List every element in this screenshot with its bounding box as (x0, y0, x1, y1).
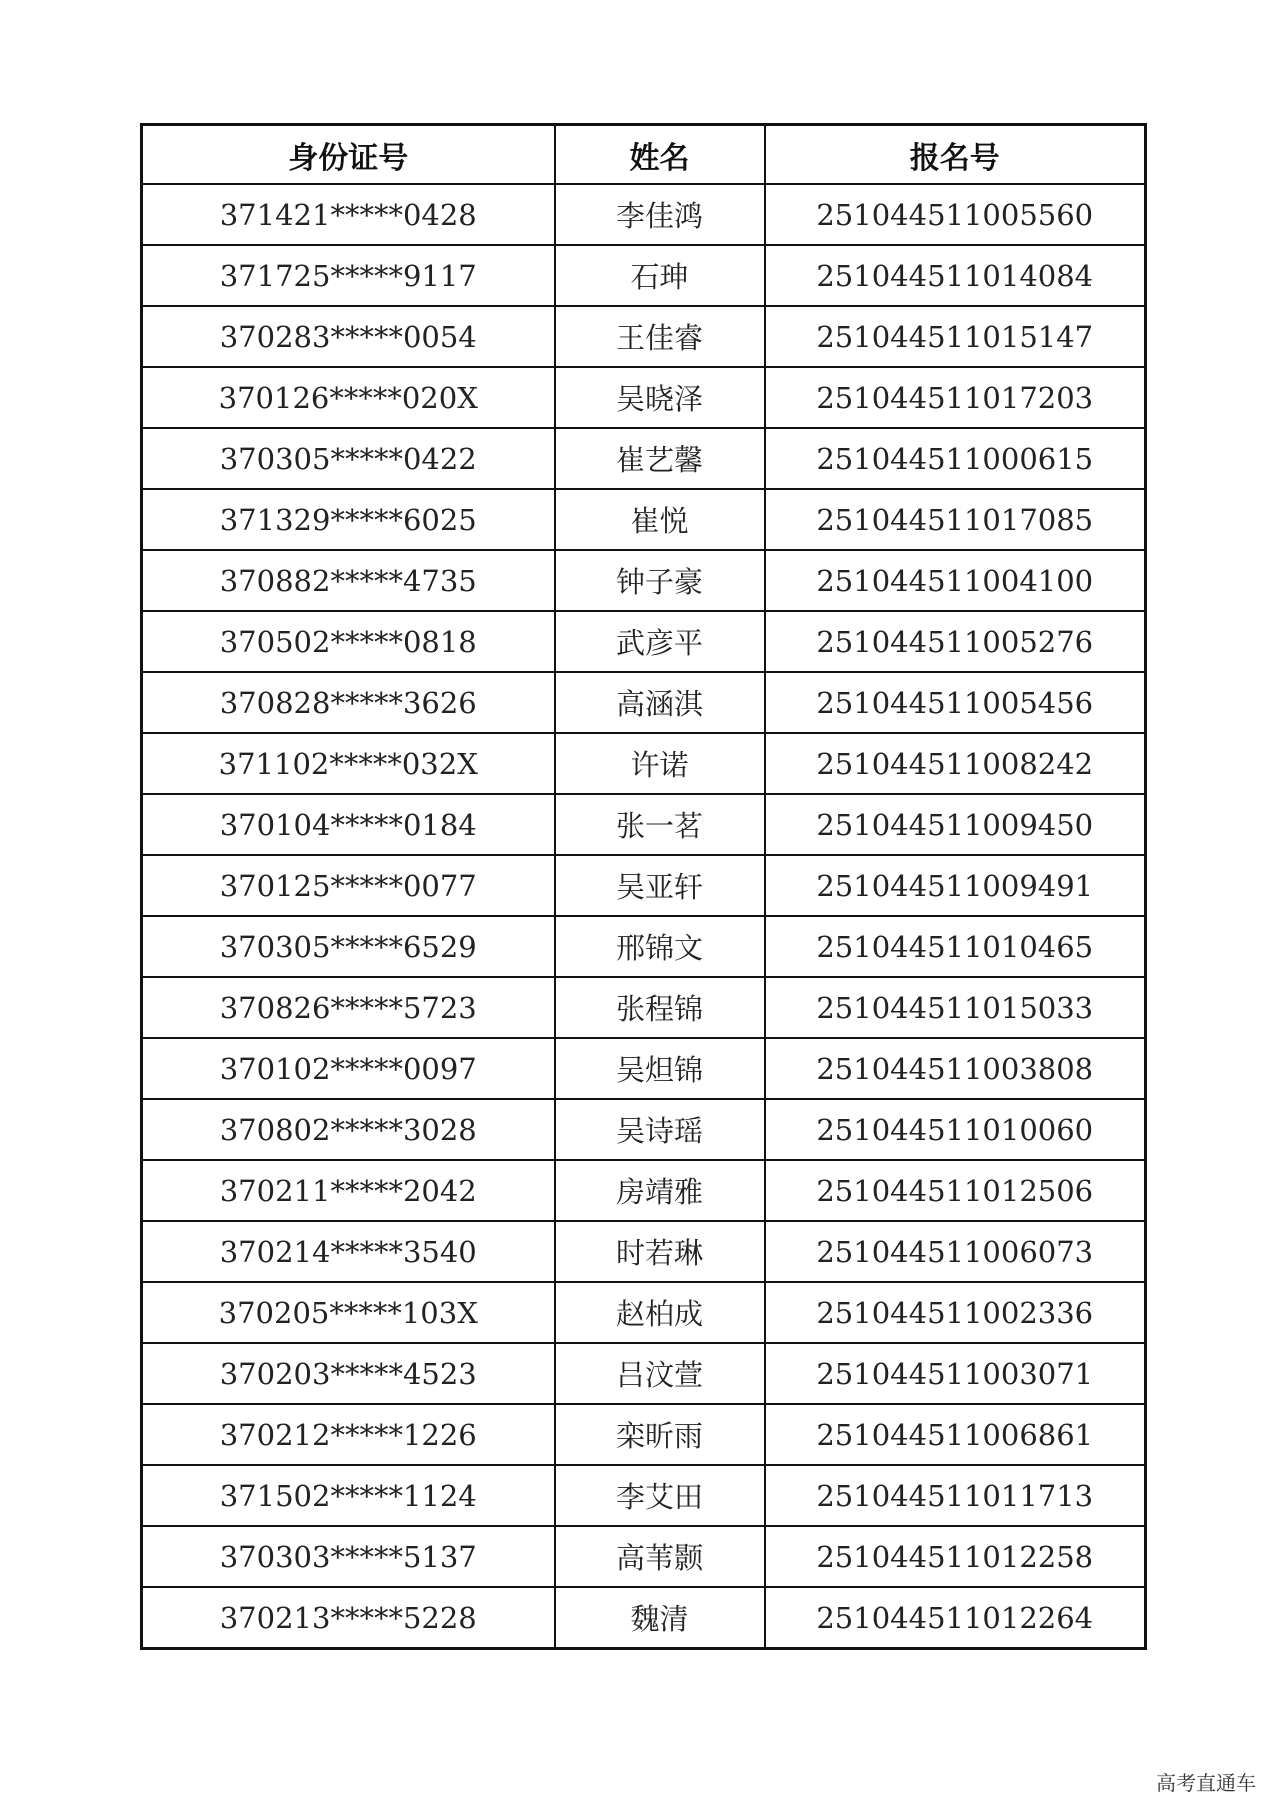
name-cell: 房靖雅 (555, 1160, 765, 1221)
id-number-cell: 370305*****0422 (142, 428, 555, 489)
registration-number-cell: 251044511005456 (765, 672, 1146, 733)
table-row (142, 1343, 1146, 1404)
id-number-cell: 370212*****1226 (142, 1404, 555, 1465)
header-id-number: 身份证号 (142, 125, 555, 185)
registration-number-cell: 251044511010465 (765, 916, 1146, 977)
id-number-cell: 371102*****032X (142, 733, 555, 794)
id-number-cell: 370125*****0077 (142, 855, 555, 916)
table-row (142, 428, 1146, 489)
table-row (142, 1038, 1146, 1099)
id-number-cell: 371502*****1124 (142, 1465, 555, 1526)
header-name: 姓名 (555, 125, 765, 185)
header-row (142, 125, 1146, 185)
registration-number-cell: 251044511015147 (765, 306, 1146, 367)
name-cell: 高苇颢 (555, 1526, 765, 1587)
header-registration-number: 报名号 (765, 125, 1146, 185)
name-cell: 王佳睿 (555, 306, 765, 367)
table-row (142, 1587, 1146, 1649)
name-cell: 魏清 (555, 1587, 765, 1649)
registration-number-cell: 251044511017085 (765, 489, 1146, 550)
table-row (142, 1404, 1146, 1465)
table-row (142, 1099, 1146, 1160)
id-number-cell: 370213*****5228 (142, 1587, 555, 1649)
id-number-cell: 370802*****3028 (142, 1099, 555, 1160)
table-row (142, 794, 1146, 855)
name-cell: 崔悦 (555, 489, 765, 550)
id-number-cell: 370205*****103X (142, 1282, 555, 1343)
registration-number-cell: 251044511017203 (765, 367, 1146, 428)
id-number-cell: 370882*****4735 (142, 550, 555, 611)
registration-number-cell: 251044511003808 (765, 1038, 1146, 1099)
name-cell: 栾昕雨 (555, 1404, 765, 1465)
registration-number-cell: 251044511005560 (765, 184, 1146, 245)
registration-number-cell: 251044511009450 (765, 794, 1146, 855)
id-number-cell: 371329*****6025 (142, 489, 555, 550)
registration-number-cell: 251044511006073 (765, 1221, 1146, 1282)
name-cell: 赵柏成 (555, 1282, 765, 1343)
registration-number-cell: 251044511008242 (765, 733, 1146, 794)
name-cell: 张程锦 (555, 977, 765, 1038)
id-number-cell: 370126*****020X (142, 367, 555, 428)
registration-number-cell: 251044511015033 (765, 977, 1146, 1038)
table-row (142, 977, 1146, 1038)
name-cell: 吴晓泽 (555, 367, 765, 428)
registration-number-cell: 251044511009491 (765, 855, 1146, 916)
table-body (142, 184, 1146, 1649)
registration-number-cell: 251044511004100 (765, 550, 1146, 611)
name-cell: 崔艺馨 (555, 428, 765, 489)
id-number-cell: 370826*****5723 (142, 977, 555, 1038)
registration-number-cell: 251044511000615 (765, 428, 1146, 489)
registration-number-cell: 251044511012258 (765, 1526, 1146, 1587)
table-row (142, 733, 1146, 794)
id-number-cell: 370214*****3540 (142, 1221, 555, 1282)
watermark-text: 高考直通车 (1152, 1765, 1260, 1798)
name-cell: 吕汶萱 (555, 1343, 765, 1404)
table-row (142, 1160, 1146, 1221)
name-cell: 武彦平 (555, 611, 765, 672)
name-cell: 钟子豪 (555, 550, 765, 611)
name-cell: 吴炟锦 (555, 1038, 765, 1099)
table-row (142, 855, 1146, 916)
name-cell: 李佳鸿 (555, 184, 765, 245)
table-row (142, 184, 1146, 245)
id-number-cell: 370303*****5137 (142, 1526, 555, 1587)
name-cell: 吴亚轩 (555, 855, 765, 916)
registration-number-cell: 251044511010060 (765, 1099, 1146, 1160)
registration-number-cell: 251044511005276 (765, 611, 1146, 672)
table-row (142, 367, 1146, 428)
id-number-cell: 370102*****0097 (142, 1038, 555, 1099)
id-number-cell: 371725*****9117 (142, 245, 555, 306)
admission-table (140, 123, 1147, 1650)
registration-number-cell: 251044511012506 (765, 1160, 1146, 1221)
table-row (142, 672, 1146, 733)
table-row (142, 550, 1146, 611)
id-number-cell: 370305*****6529 (142, 916, 555, 977)
id-number-cell: 371421*****0428 (142, 184, 555, 245)
name-cell: 时若琳 (555, 1221, 765, 1282)
name-cell: 张一茗 (555, 794, 765, 855)
registration-number-cell: 251044511014084 (765, 245, 1146, 306)
table-row (142, 306, 1146, 367)
id-number-cell: 370828*****3626 (142, 672, 555, 733)
name-cell: 高涵淇 (555, 672, 765, 733)
table-row (142, 1465, 1146, 1526)
id-number-cell: 370104*****0184 (142, 794, 555, 855)
table-row (142, 1221, 1146, 1282)
registration-number-cell: 251044511012264 (765, 1587, 1146, 1649)
name-cell: 李艾田 (555, 1465, 765, 1526)
table-header (142, 125, 1146, 185)
table-row (142, 489, 1146, 550)
id-number-cell: 370502*****0818 (142, 611, 555, 672)
id-number-cell: 370283*****0054 (142, 306, 555, 367)
table-row (142, 611, 1146, 672)
id-number-cell: 370211*****2042 (142, 1160, 555, 1221)
table-row (142, 1526, 1146, 1587)
name-cell: 许诺 (555, 733, 765, 794)
table-row (142, 245, 1146, 306)
registration-number-cell: 251044511006861 (765, 1404, 1146, 1465)
name-cell: 石珅 (555, 245, 765, 306)
name-cell: 吴诗瑶 (555, 1099, 765, 1160)
registration-number-cell: 251044511003071 (765, 1343, 1146, 1404)
registration-number-cell: 251044511002336 (765, 1282, 1146, 1343)
table-row (142, 1282, 1146, 1343)
registration-number-cell: 251044511011713 (765, 1465, 1146, 1526)
id-number-cell: 370203*****4523 (142, 1343, 555, 1404)
name-cell: 邢锦文 (555, 916, 765, 977)
table-row (142, 916, 1146, 977)
